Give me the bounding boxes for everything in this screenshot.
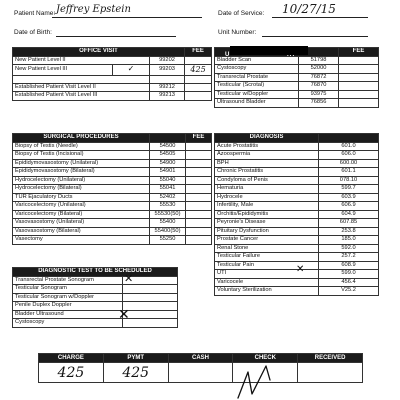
diagnosis-code: 253.8 bbox=[319, 227, 379, 236]
diagnosis-code: 599.7 bbox=[319, 185, 379, 194]
office-visit-check-cell bbox=[113, 65, 150, 76]
diagnosis-title: DIAGNOSIS bbox=[215, 134, 319, 143]
pymt-header: PYMT bbox=[103, 354, 168, 363]
diagnostic-test-name: Testicular Sonogram bbox=[13, 285, 123, 294]
surgical-name: Biopsy of Testis (Incisional) bbox=[13, 151, 150, 160]
date-of-birth-label: Date of Birth: bbox=[14, 29, 52, 36]
diagnostic-test-check bbox=[123, 293, 178, 302]
ultrasound-fee bbox=[339, 65, 379, 74]
date-of-service-line bbox=[272, 17, 368, 18]
diagnosis-code: 185.0 bbox=[319, 236, 379, 245]
surgical-fee-header: FEE bbox=[186, 134, 212, 143]
diagnostic-test-check bbox=[123, 285, 178, 294]
surgical-code: 55400(50) bbox=[150, 227, 186, 236]
surgical-name: Epididymovasostomy (Unilateral) bbox=[13, 159, 150, 168]
diagnostic-test-check bbox=[123, 319, 178, 328]
diagnosis-name: Hydrocele bbox=[215, 193, 319, 202]
office-visit-fee bbox=[185, 92, 212, 101]
diagnosis-code: 608.9 bbox=[319, 261, 379, 270]
ultrasound-fee bbox=[339, 73, 379, 82]
charge-value: 425 bbox=[39, 363, 104, 383]
diagnosis-name: Testicular Pain bbox=[215, 261, 319, 270]
surgical-code: 54901 bbox=[150, 168, 186, 177]
cash-header: CASH bbox=[168, 354, 233, 363]
diagnostic-test-name: Testicular Sonogram w/Doppler bbox=[13, 293, 123, 302]
surgical-fee bbox=[186, 202, 212, 211]
surgical-code: 55400 bbox=[150, 219, 186, 228]
surgical-procedures-table bbox=[12, 133, 212, 245]
diagnosis-name: Orchitis/Epididymitis bbox=[215, 210, 319, 219]
surgical-fee bbox=[186, 151, 212, 160]
office-visit-code: 99212 bbox=[150, 83, 185, 92]
surgical-name: TUR Ejaculatory Ducts bbox=[13, 193, 150, 202]
date-of-birth-line bbox=[56, 36, 176, 37]
diagnosis-name: Hematuria bbox=[215, 185, 319, 194]
surgical-code: 54500 bbox=[150, 142, 186, 151]
office-visit-fee bbox=[185, 83, 212, 92]
surgical-code: 55041 bbox=[150, 185, 186, 194]
check-mark: ✓ bbox=[127, 64, 135, 73]
ultrasound-table bbox=[214, 47, 379, 108]
diagnosis-code: 601.0 bbox=[319, 142, 379, 151]
diagnosis-code: 607.85 bbox=[319, 219, 379, 228]
diagnosis-name: Chronic Prostatitis bbox=[215, 168, 319, 177]
check-value bbox=[233, 363, 298, 383]
payment-table bbox=[38, 353, 363, 383]
ultrasound-fee-header: FEE bbox=[339, 48, 379, 57]
surgical-code: 52402 bbox=[150, 193, 186, 202]
diagnostic-test-check bbox=[123, 302, 178, 311]
diagnosis-code: 601.1 bbox=[319, 168, 379, 177]
ultrasound-code: 76872 bbox=[299, 73, 339, 82]
diagnosis-code: 600.00 bbox=[319, 159, 379, 168]
diagnostic-test-name: Bladder Ultrasound bbox=[13, 310, 123, 319]
office-visit-name: Established Patient Visit Level II bbox=[13, 83, 150, 92]
diagnosis-code: 606.9 bbox=[319, 202, 379, 211]
diagnosis-name: Infertility, Male bbox=[215, 202, 319, 211]
surgical-name: Vasovasostomy (Unilateral) bbox=[13, 219, 150, 228]
diagnosis-code: 603.9 bbox=[319, 193, 379, 202]
x-mark-transrectal-sonogram: ✕ bbox=[124, 272, 134, 285]
diagnosis-name: BPH bbox=[215, 159, 319, 168]
ultrasound-fee bbox=[339, 82, 379, 91]
diagnostic-test-title: DIAGNOSTIC TEST TO BE SCHEDULED bbox=[13, 268, 178, 277]
surgical-title: SURGICAL PROCEDURES bbox=[13, 134, 150, 143]
surgical-fee bbox=[186, 227, 212, 236]
surgical-fee bbox=[186, 219, 212, 228]
redaction-bar bbox=[230, 46, 308, 55]
office-visit-code: 99202 bbox=[150, 56, 185, 65]
office-visit-code bbox=[150, 75, 185, 83]
surgical-code: 54900 bbox=[150, 159, 186, 168]
office-visit-fee bbox=[185, 75, 212, 83]
surgical-name: Vasovasostomy (Bilateral) bbox=[13, 227, 150, 236]
ultrasound-title-left: U bbox=[225, 51, 230, 56]
x-mark-testicular-failure: ✕ bbox=[296, 264, 305, 275]
office-visit-name: New Patient Level III bbox=[13, 65, 113, 76]
diagnosis-name: Peyronie's Disease bbox=[215, 219, 319, 228]
surgical-name: Epididymovasostomy (Bilateral) bbox=[13, 168, 150, 177]
diagnosis-name: Voluntary Sterilization bbox=[215, 287, 319, 296]
office-visit-table bbox=[12, 47, 212, 101]
patient-name-value: Jeffrey Epstein bbox=[56, 4, 131, 15]
diagnosis-code: 604.9 bbox=[319, 210, 379, 219]
ultrasound-name: Cystoscopy bbox=[215, 65, 299, 74]
pymt-value: 425 bbox=[103, 363, 168, 383]
office-visit-fee bbox=[185, 56, 212, 65]
office-visit-fee: 425 bbox=[185, 65, 212, 76]
office-visit-fee-header: FEE bbox=[185, 48, 212, 57]
diagnosis-code: 592.0 bbox=[319, 244, 379, 253]
patient-name-line bbox=[52, 17, 202, 18]
ultrasound-name: Testicular w/Doppler bbox=[215, 90, 299, 99]
received-value bbox=[298, 363, 363, 383]
surgical-fee bbox=[186, 210, 212, 219]
diagnostic-test-name: Cystoscopy bbox=[13, 319, 123, 328]
diagnosis-name: UTI bbox=[215, 270, 319, 279]
check-header: CHECK bbox=[233, 354, 298, 363]
surgical-fee bbox=[186, 236, 212, 245]
diagnostic-test-table bbox=[12, 267, 178, 328]
diagnosis-code: 456.4 bbox=[319, 278, 379, 287]
unit-number-label: Unit Number: bbox=[218, 29, 257, 36]
ultrasound-fee bbox=[339, 90, 379, 99]
charge-header: CHARGE bbox=[39, 354, 104, 363]
ultrasound-fee bbox=[339, 99, 379, 108]
diagnosis-code-header bbox=[319, 134, 379, 143]
ultrasound-code: 93975 bbox=[299, 90, 339, 99]
ultrasound-name: Bladder Scan bbox=[215, 56, 299, 65]
diagnosis-code: 599.0 bbox=[319, 270, 379, 279]
ultrasound-code: 76870 bbox=[299, 82, 339, 91]
surgical-code: 54505 bbox=[150, 151, 186, 160]
diagnosis-code: 257.2 bbox=[319, 253, 379, 262]
surgical-fee bbox=[186, 176, 212, 185]
diagnosis-name: Azoospermia bbox=[215, 151, 319, 160]
surgical-fee bbox=[186, 168, 212, 177]
ultrasound-code: 52000 bbox=[299, 65, 339, 74]
surgical-code: 55530 bbox=[150, 202, 186, 211]
surgical-code: 55530(50) bbox=[150, 210, 186, 219]
diagnosis-name: Condyloma of Penis bbox=[215, 176, 319, 185]
surgical-fee bbox=[186, 142, 212, 151]
diagnosis-name: Pituitary Dysfunction bbox=[215, 227, 319, 236]
ultrasound-code: 76856 bbox=[299, 99, 339, 108]
diagnosis-name: Renal Stone bbox=[215, 244, 319, 253]
office-visit-code: 99213 bbox=[150, 92, 185, 101]
ultrasound-name: Testicular (Scrotal) bbox=[215, 82, 299, 91]
office-visit-code: 99203 bbox=[150, 65, 185, 76]
diagnostic-test-name: Penile Duplex Doppler bbox=[13, 302, 123, 311]
cash-value bbox=[168, 363, 233, 383]
office-visit-name bbox=[13, 75, 150, 83]
office-visit-name: Established Patient Visit Level III bbox=[13, 92, 150, 101]
surgical-fee bbox=[186, 159, 212, 168]
date-of-service-label: Date of Service: bbox=[218, 10, 265, 17]
surgical-name: Hydrocelectomy (Bilateral) bbox=[13, 185, 150, 194]
ultrasound-name: Ultrasound Bladder bbox=[215, 99, 299, 108]
surgical-name: Hydrocelectomy (Unilateral) bbox=[13, 176, 150, 185]
surgical-fee bbox=[186, 193, 212, 202]
surgical-name: Biopsy of Testis (Needle) bbox=[13, 142, 150, 151]
unit-number-line bbox=[262, 36, 368, 37]
surgical-code-header bbox=[150, 134, 186, 143]
diagnosis-name: Varicocele bbox=[215, 278, 319, 287]
ultrasound-name: Transrectal Prostate bbox=[215, 73, 299, 82]
ultrasound-code: 51798 bbox=[299, 56, 339, 65]
surgical-name: Vasectomy bbox=[13, 236, 150, 245]
diagnosis-code: 078.10 bbox=[319, 176, 379, 185]
surgical-name: Varicocelectomy (Unilateral) bbox=[13, 202, 150, 211]
office-visit-title: OFFICE VISIT bbox=[13, 48, 185, 57]
patient-name-label: Patient Name: bbox=[14, 10, 56, 17]
diagnosis-name: Testicular Failure bbox=[215, 253, 319, 262]
x-mark-bladder-ultrasound: ✕ bbox=[118, 307, 130, 323]
surgical-name: Varicocelectomy (Bilateral) bbox=[13, 210, 150, 219]
diagnosis-code: V25.2 bbox=[319, 287, 379, 296]
diagnostic-test-name: Transrectal Prostate Sonogram bbox=[13, 276, 123, 285]
surgical-code: 55040 bbox=[150, 176, 186, 185]
diagnosis-code: 606.0 bbox=[319, 151, 379, 160]
diagnostic-test-check bbox=[123, 310, 178, 319]
diagnosis-name: Acute Prostatitis bbox=[215, 142, 319, 151]
received-header: RECEIVED bbox=[298, 354, 363, 363]
surgical-code: 55250 bbox=[150, 236, 186, 245]
office-visit-name: New Patient Level II bbox=[13, 56, 150, 65]
date-of-service-value: 10/27/15 bbox=[282, 2, 336, 16]
ultrasound-fee bbox=[339, 56, 379, 65]
diagnosis-name: Prostate Cancer bbox=[215, 236, 319, 245]
surgical-fee bbox=[186, 185, 212, 194]
